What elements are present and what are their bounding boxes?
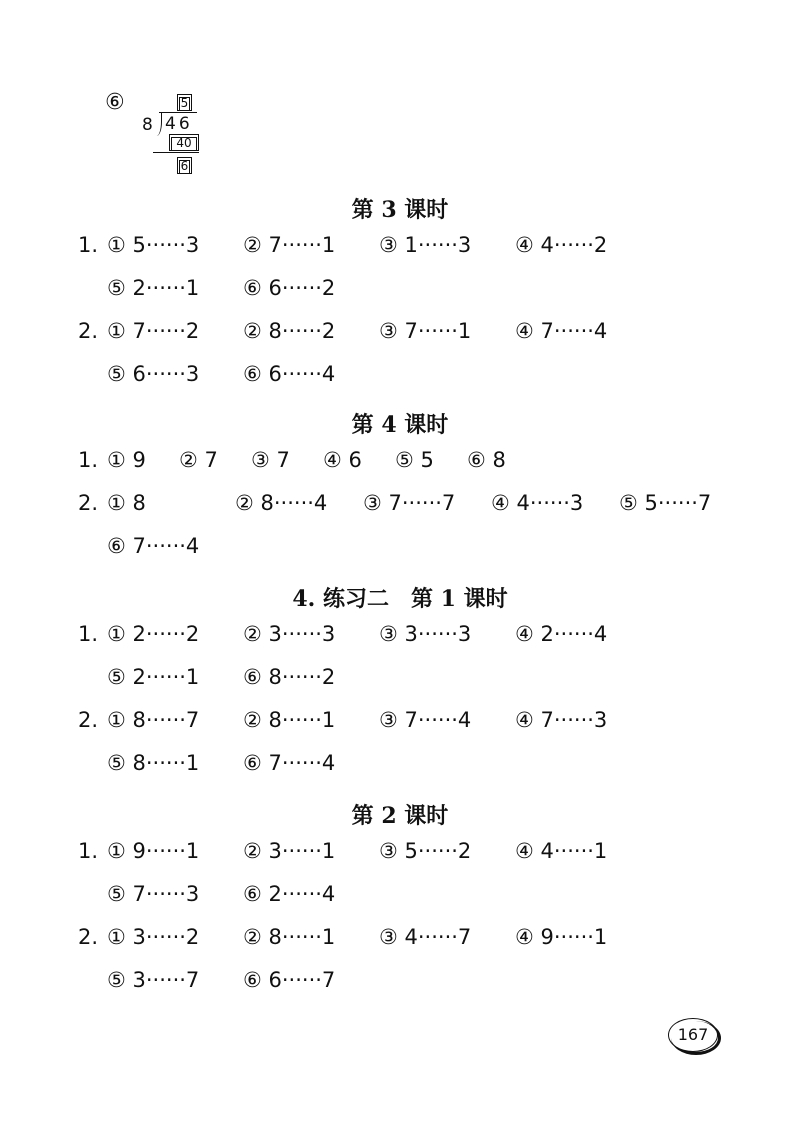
- answer-item: ① 9: [107, 448, 146, 472]
- answer-item: ⑤ 2······1: [107, 665, 200, 689]
- answer-item: ⑤ 6······3: [107, 362, 200, 386]
- answer-item: ② 8······4: [235, 491, 328, 515]
- answer-item: ⑥ 2······4: [243, 882, 336, 906]
- answer-item: ④ 4······2: [515, 233, 608, 257]
- answer-item: ⑤ 3······7: [107, 968, 200, 992]
- answer-item: ⑤ 5: [395, 448, 434, 472]
- answer-item: ⑥ 7······4: [107, 534, 200, 558]
- answer-item: ④ 9······1: [515, 925, 608, 949]
- page-number: 167: [677, 1025, 709, 1044]
- answer-item: ① 9······1: [107, 839, 200, 863]
- division-marker: ⑥: [105, 90, 125, 115]
- dividend: 46: [165, 114, 193, 134]
- answer-item: ① 2······2: [107, 622, 200, 646]
- answer-item: ⑥ 6······7: [243, 968, 336, 992]
- answer-item: ② 8······1: [243, 925, 336, 949]
- answer-item: ③ 7: [251, 448, 290, 472]
- answer-item: ⑤ 2······1: [107, 276, 200, 300]
- question-number: 1.: [78, 448, 99, 472]
- question-number: 1.: [78, 622, 99, 646]
- answer-item: ⑤ 8······1: [107, 751, 200, 775]
- answer-item: ④ 7······4: [515, 319, 608, 343]
- answer-item: ⑥ 8······2: [243, 665, 336, 689]
- answer-item: ⑥ 7······4: [243, 751, 336, 775]
- answer-item: ⑤ 5······7: [619, 491, 712, 515]
- question-number: 1.: [78, 233, 99, 257]
- answer-item: ⑥ 6······2: [243, 276, 336, 300]
- answer-item: ③ 4······7: [379, 925, 472, 949]
- remainder: 6: [180, 159, 189, 173]
- answer-item: ⑥ 8: [467, 448, 506, 472]
- answer-item: ① 8: [107, 491, 146, 515]
- section-heading: 第 4 课时: [351, 412, 449, 438]
- answer-item: ② 7······1: [243, 233, 336, 257]
- question-number: 1.: [78, 839, 99, 863]
- answer-item: ② 8······2: [243, 319, 336, 343]
- quotient: 5: [180, 96, 189, 110]
- answer-item: ② 8······1: [243, 708, 336, 732]
- section-heading: 4. 练习二 第 1 课时: [292, 586, 508, 612]
- product: 40: [171, 137, 197, 151]
- answer-item: ③ 7······7: [363, 491, 456, 515]
- quotient-box: [177, 92, 192, 111]
- long-division: [105, 88, 225, 178]
- answer-item: ① 8······7: [107, 708, 200, 732]
- answer-item: ③ 1······3: [379, 233, 472, 257]
- answer-item: ① 7······2: [107, 319, 200, 343]
- answer-item: ③ 5······2: [379, 839, 472, 863]
- question-number: 2.: [78, 925, 99, 949]
- answer-item: ① 5······3: [107, 233, 200, 257]
- answer-item: ③ 3······3: [379, 622, 472, 646]
- divisor: 8: [142, 115, 153, 135]
- answer-item: ③ 7······4: [379, 708, 472, 732]
- question-number: 2.: [78, 491, 99, 515]
- question-number: 2.: [78, 319, 99, 343]
- section-heading: 第 2 课时: [351, 803, 449, 829]
- answer-item: ④ 4······3: [491, 491, 584, 515]
- answer-item: ② 3······3: [243, 622, 336, 646]
- section-heading: 第 3 课时: [351, 197, 449, 223]
- answer-item: ③ 7······1: [379, 319, 472, 343]
- answer-item: ⑥ 6······4: [243, 362, 336, 386]
- answer-item: ④ 6: [323, 448, 362, 472]
- answer-item: ② 3······1: [243, 839, 336, 863]
- question-number: 2.: [78, 708, 99, 732]
- answer-item: ④ 7······3: [515, 708, 608, 732]
- product-box: [169, 132, 199, 151]
- answer-item: ④ 4······1: [515, 839, 608, 863]
- page-number-badge: [668, 1018, 722, 1056]
- answer-item: ① 3······2: [107, 925, 200, 949]
- answer-item: ④ 2······4: [515, 622, 608, 646]
- remainder-box: [177, 155, 192, 174]
- subtraction-line: [153, 152, 199, 153]
- answer-item: ② 7: [179, 448, 218, 472]
- answer-item: ⑤ 7······3: [107, 882, 200, 906]
